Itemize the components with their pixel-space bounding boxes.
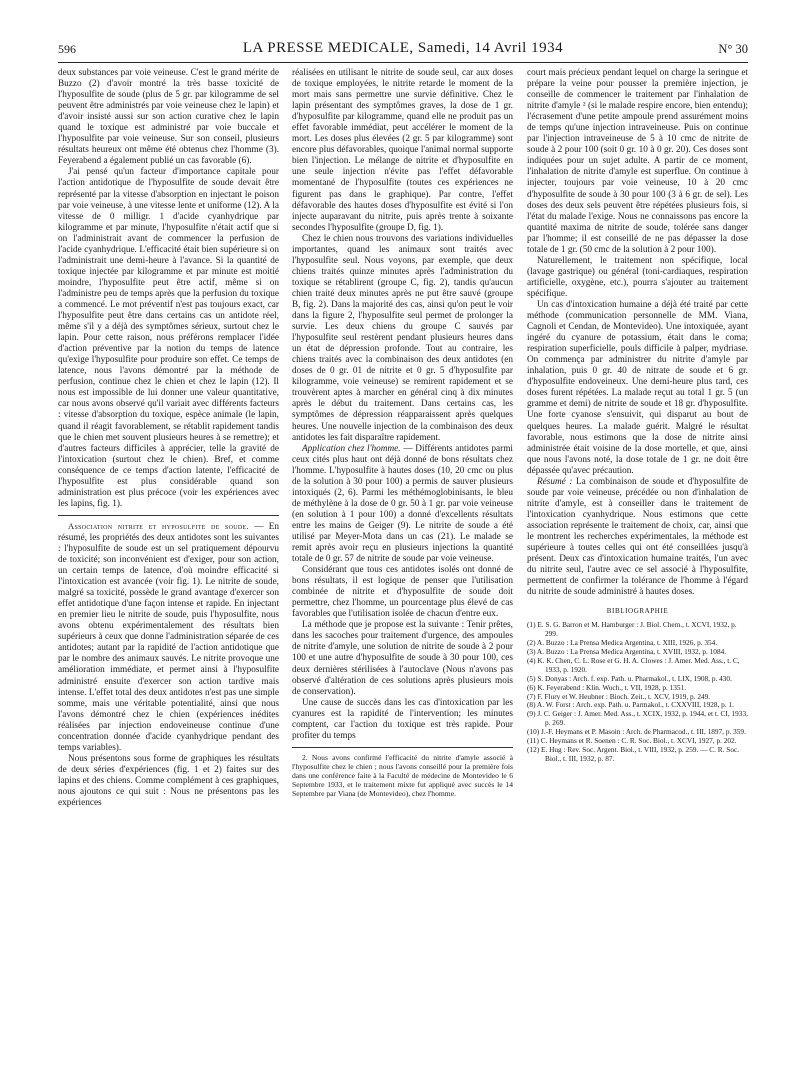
bibliography-list [527,621,748,764]
footnote-divider [292,747,513,748]
column-2 [292,68,513,798]
bibliography-entry: (7) F. Flury et W. Heubner : Bioch. Zeit., t. XCV, 1919, p. 249. [527,691,711,701]
page-number: 596 [58,42,76,56]
bibliography-entry: (12) E. Hug : Rev. Soc. Argent. Biol., t. VIII, 1932, p. 259. — C. R. Soc. Biol., t. III, 1932, p. 87. [527,744,740,763]
header-rule [58,62,748,63]
bibliography-entry: (1) E. S. G. Barron et M. Hamburger : J. Biol. Chem., t. XCVI, 1932, p. 299. [527,620,737,639]
section-heading: Association nitrite et hyposulfite de soude. [68,520,249,531]
paragraph [527,477,748,599]
paragraph [58,521,279,754]
footnote [292,753,513,798]
bibliography-title: BIBLIOGRAPHIE [606,607,669,616]
paragraph: court mais précieux pendant lequel on charge la seringue et prépare la veine pour pousser la première injection, je conseille de commencer le traitement par l'inhalation de nitrite d'amyle ² (si le malade respire encore, bien entendu); l'écrasement d'une petite ampoule prend assurément moins de temps qu'une injection intraveineuse. Puis on continue par l'injection intraveineuse de 5 à 10 cmc de nitrite de soude à 2 pour 100 (soit 0 gr. 10 à 0 gr. 20). Ces doses sont indiquées pour un sujet adulte. A partir de ce moment, l'inhalation de nitrite d'amyle est superflue. On continue à injecter, toujours par voie veineuse, 10 à 20 cmc d'hyposulfite de soude à 30 pour 100 (3 à 6 gr. de sel). Les doses des deux sels peuvent être répétées plusieurs fois, si l'état du malade l'exige. Nous ne connaissons pas encore la quantité maxima de nitrite de soude, tolérée sans danger par l'homme; il est conseillé de ne pas dépasser la dose totale de 1 gr. (50 cmc de la solution à 2 pour 100). [527,68,748,255]
column-1 [58,68,279,809]
paragraph: La méthode que je propose est la suivante : Tenir prêtes, dans les sacoches pour traitement d'urgence, des ampoules de nitrite d'amyle, une solution de nitrite de soude à 2 pour 100 et une autre d'hyposulfite de soude à 30 pour 100, ces deux dernières stérilisées à l'autoclave (Nous n'avons pas observé d'altération de ces solutions après plusieurs mois de conservation). [292,620,513,697]
bibliography-entry: (3) A. Buzzo : La Prensa Medica Argentina, t. XVIII, 1932, p. 1084. [527,647,727,657]
paragraph: Naturellement, le traitement non spécifique, local (lavage gastrique) ou général (toni-cardiaques, respiration artificielle, oxygène, etc.), pourra s'ajouter au traitement spécifique. [527,255,748,299]
journal-title: LA PRESSE MEDICALE, Samedi, 14 Avril 1934 [242,40,564,56]
issue-number: N° 30 [718,42,748,56]
page-header [58,40,748,62]
bibliography-entry: (2) A. Buzzo : La Prensa Medica Argentina, t. XIII, 1926, p. 354. [527,638,718,648]
bibliography-entry: (10) J.-F. Heymans et P. Masoin : Arch. de Pharmacod., t. III, 1897, p. 359. [527,727,746,737]
paragraph-text: — En résumé, les propriétés des deux antidotes sont les suivantes : l'hyposulfite de soude est un sel pratiquement dépourvu de toxicité; son inconvénient est d'exiger, pour son action, un certain temps de latence, d'où moindre efficacité si l'intoxication est avancée (voir fig. 1). Le nitrite de soude, malgré sa toxicité, possède le grand avantage d'exercer son effet antidotique d'une façon intense et rapide. En injectant en premier lieu le nitrite de soude, puis l'hyposulfite, nous avons obtenu expérimentalement des résultats bien supérieurs à ceux que donne l'administration séparée de ces antidotes; autant par la rapidité de l'action antidotique que par le nombre des animaux sauvés. Le nitrite provoque une amélioration immédiate, et permet ainsi à l'hyposulfite administré ensuite d'exercer son action tardive mais intense. L'effet total des deux antidotes n'est pas une simple somme, mais une véritable potentialité, ainsi que nous l'avons démontré chez le chien (expériences inédites réalisées par injection endoveineuse continue d'une concentration donnée d'acide cyanhydrique pendant des temps variables). [58,521,279,753]
paragraph: J'ai pensé qu'un facteur d'importance capitale pour l'action antidotique de l'hyposulfite de soude devait être représenté par la vitesse d'absorption en injectant le poison par voie veineuse, à une vitesse lente et uniforme (12). A la vitesse de 0 milligr. 1 d'acide cyanhydrique par kilogramme et par minute, l'hyposulfite n'était actif que si on l'administrait avant de commencer la perfusion de l'acide cyanhydrique. L'efficacité était bien supérieure si on l'administrait une demi-heure à l'avance. Si la quantité de toxique injectée par kilogramme et par minute est moitié moindre, l'hyposulfite peut être actif, même si on l'administre peu de temps après que la perfusion du toxique a commencé. Le mot préventif n'est pas toujours exact, car l'hyposulfite peut être dans certains cas un antidote réel, même s'il y a déjà des symptômes sérieux, surtout chez le lapin. Pour cette raison, nous préférons remplacer l'idée d'action préventive par la notion du temps de latence qu'exige l'hyposulfite pour produire son effet. Ce temps de latence, nous l'avons démontré par la méthode de perfusion, continue chez le chien et chez le lapin (12). Il nous est impossible de lui donner une valeur quantitative, car nous avons observé qu'il variait avec différents facteurs : vitesse d'absorption du toxique, espèce animale (le lapin, quand il réagit favorablement, se rétablit rapidement tandis que le chien met souvent plusieurs heures à se remettre); et d'autres facteurs difficiles à apprécier, telle la gravité de l'intoxication (surtout chez le chien). Bref, et comme conséquence de ce temps d'action latente, l'efficacité de l'hyposulfite est plus considérable quand son administration est plus précoce (voir les expériences avec les lapins, fig. 1). [58,167,279,509]
bibliography-entry: (5) S. Donyas : Arch. f. exp. Path. u. Pharmakol., t. LIX, 1908, p. 430. [527,673,732,683]
bibliography-entry: (8) A. W. Forst : Arch. exp. Path. u. Parmakol., t. CXXVIII, 1928, p. 1. [527,700,734,710]
bibliography-entry: (9) J. C. Geiger : J. Amer. Med. Ass., t. XCIX, 1932, p. 1944, et t. CI, 1933, p. 269. [527,709,748,728]
paragraph: deux substances par voie veineuse. C'est le grand mérite de Buzzo (2) d'avoir montré la très basse toxicité de l'hyposulfite de soude (plus de 5 gr. par kilogramme de sel peuvent être administrés par voie veineuse chez le lapin) et d'avoir insisté aussi sur son action curative chez le lapin quand le toxique est administré par voie buccale et l'hyposulfite par voie veineuse. Sur son conseil, plusieurs résultats heureux ont même été obtenus chez l'homme (3). Feyerabend a également publié un cas favorable (6). [58,68,279,167]
footnote-text: 2. Nous avons confirmé l'efficacité du nitrite d'amyle associé à l'hyposulfite chez le chien ; nous l'avons conseillé pour la première fois dans une conférence faite à la Faculté de médecine de Montevideo le 6 Septembre 1933, et le traitement mixte fut appliqué avec succès le 14 Septembre par Viana (de Montevideo), chez l'homme. [292,752,513,798]
paragraph [292,444,513,566]
section-heading: Application chez l'homme. [302,443,401,454]
paragraph: Chez le chien nous trouvons des variations individuelles importantes, quand les animaux sont traités avec l'hyposulfite seul. Nous voyons, par exemple, que deux chiens traités quinze minutes après l'administration du toxique se rétablirent (groupe C, fig. 2), tandis qu'aucun chien traité deux minutes après ne put être sauvé (groupe B, fig. 2). Dans la majorité des cas, ainsi qu'on peut le voir dans la figure 2, l'hyposulfite seul permet de prolonger la survie. Les deux chiens du groupe C sauvés par l'hyposulfite seul restèrent pendant plusieurs heures dans un état de dépression profonde. Tout au contraire, les chiens traités avec la combinaison des deux antidotes (en doses de 0 gr. 01 de nitrite et 0 gr. 5 d'hyposulfite par kilogramme, voie veineuse) se remirent rapidement et se trouvèrent aptes à marcher en général cinq à dix minutes après le début du traitement. Dans certains cas, les symptômes de dépression réapparaissent après quelques heures. Une nouvelle injection de la combinaison des deux antidotes les fait disparaître rapidement. [292,233,513,443]
bibliography-entry: (6) K. Feyerabend : Klin. Woch., t. VII, 1928, p. 1351. [527,682,687,692]
paragraph: Nous présentons sous forme de graphiques les résultats de deux séries d'expériences (fig. 1 et 2) faites sur des lapins et des chiens. Comme complément à ces graphiques, nous ajoutons ce qui suit : Nous ne présentons pas les expériences [58,753,279,809]
section-heading: Résumé : [537,476,573,487]
paragraph: Une cause de succès dans les cas d'intoxication par les cyanures est la rapidité de l'intervention; les minutes comptent, car l'action du toxique est très rapide. Pour profiter du temps [292,697,513,741]
paragraph: Un cas d'intoxication humaine a déjà été traité par cette méthode (communication personnelle de MM. Viana, Cagnoli et Cendan, de Montevideo). Une intoxiquée, ayant ingéré du cyanure de potassium, était dans le coma; respiration superficielle, pouls difficile à palper, mydriase. On commença par administrer du nitrite d'amyle par inhalation, puis 0 gr. 40 de nitrate de soude et 6 gr. d'hyposulfite endoveineux. Une demi-heure plus tard, ces doses furent répétées. La malade reçut au total 1 gr. 5 (un gramme et demi) de nitrite de soude et 18 gr. d'hyposulfite. Une forte cyanose s'ensuivit, qui disparut au bout de quelques heures. La malade guérit. Malgré le résultat favorable, nous estimons que la dose de nitrite ainsi administrée était voisine de la dose mortelle, et que, ainsi que nous l'avons noté, la dose totale de 1 gr. ne doit être dépassée qu'avec précaution. [527,299,748,476]
paragraph-text: — Différents antidotes parmi ceux cités plus haut ont déjà donné de bons résultats chez l'homme. L'hyposulfite à hautes doses (10, 20 cmc ou plus de la solution à 30 pour 100) a permis de sauver plusieurs intoxiqués (2, 6). Parmi les méthémoglobinisants, le bleu de méthylène à la dose de 0 gr. 50 à 1 gr. par voie veineuse (en solution à 1 pour 100) a donné d'excellents résultats entre les mains de Geiger (9). Le nitrite de soude a été utilisé par Meyer-Mota dans un cas (21). Le malade se remit après avoir reçu en plusieurs injections la quantité totale de 0 gr. 57 de nitrite de soude par voie veineuse. [292,443,513,565]
bibliography-entry: (11) C. Heymans et R. Soenen : C. R. Soc. Biol., t. XCVI, 1927, p. 202. [527,736,737,746]
paragraph-text: La combinaison de soude et d'hyposulfite de soude par voie veineuse, précédée ou non d'inhalation de nitrite d'amyle, est à conseiller dans le traitement de l'intoxication cyanhydrique. Nous estimons que cette association représente le traitement de choix, car, ainsi que le montrent les recherches expérimentales, la méthode est supérieure à toutes celles qui ont été conseillées jusqu'à présent. Deux cas d'intoxication humaine traités, l'un avec du nitrite seul, l'autre avec ce sel associé à l'hyposulfite, permettent de confirmer la tolérance de l'homme à l'égard du nitrite de soude administré à hautes doses. [527,476,749,598]
paragraph: Considérant que tous ces antidotes isolés ont donné de bons résultats, il est logique de penser que l'utilisation combinée de nitrite et d'hyposulfite de soude doit permettre, chez l'homme, un pourcentage plus élevé de cas favorables que l'utilisation isolée de chacun d'entre eux. [292,565,513,620]
section-divider [58,515,279,516]
paragraph: réalisées en utilisant le nitrite de soude seul, car aux doses de toxique employées, le nitrite retarde le moment de la mort mais sans permettre une survie définitive. Chez le lapin présentant des symptômes graves, la dose de 1 gr. d'hyposulfite par kilogramme, quand elle ne produit pas un effet favorable immédiat, peut accélérer le moment de la mort. Les doses plus élevées (2 gr. 5 par kilogramme) sont encore plus défavorables, quoique l'animal normal supporte bien l'injection. Le mélange de nitrite et d'hyposulfite en une seule injection n'évite pas l'effet défavorable momentané de l'hyposulfite (toutes ces expériences ne figurent pas dans le graphique). Par contre, l'effet défavorable des hautes doses d'hyposulfite est évité si l'on injecte auparavant du nitrite, puis après trente à soixante secondes l'hyposulfite (groupe D, fig. 1). [292,68,513,233]
bibliography-entry: (4) K. K. Chen, C. L. Rose et G. H. A. Clowes : J. Amer. Med. Ass., t. C, 1933, p. 1920. [527,655,740,674]
column-3 [527,68,748,764]
